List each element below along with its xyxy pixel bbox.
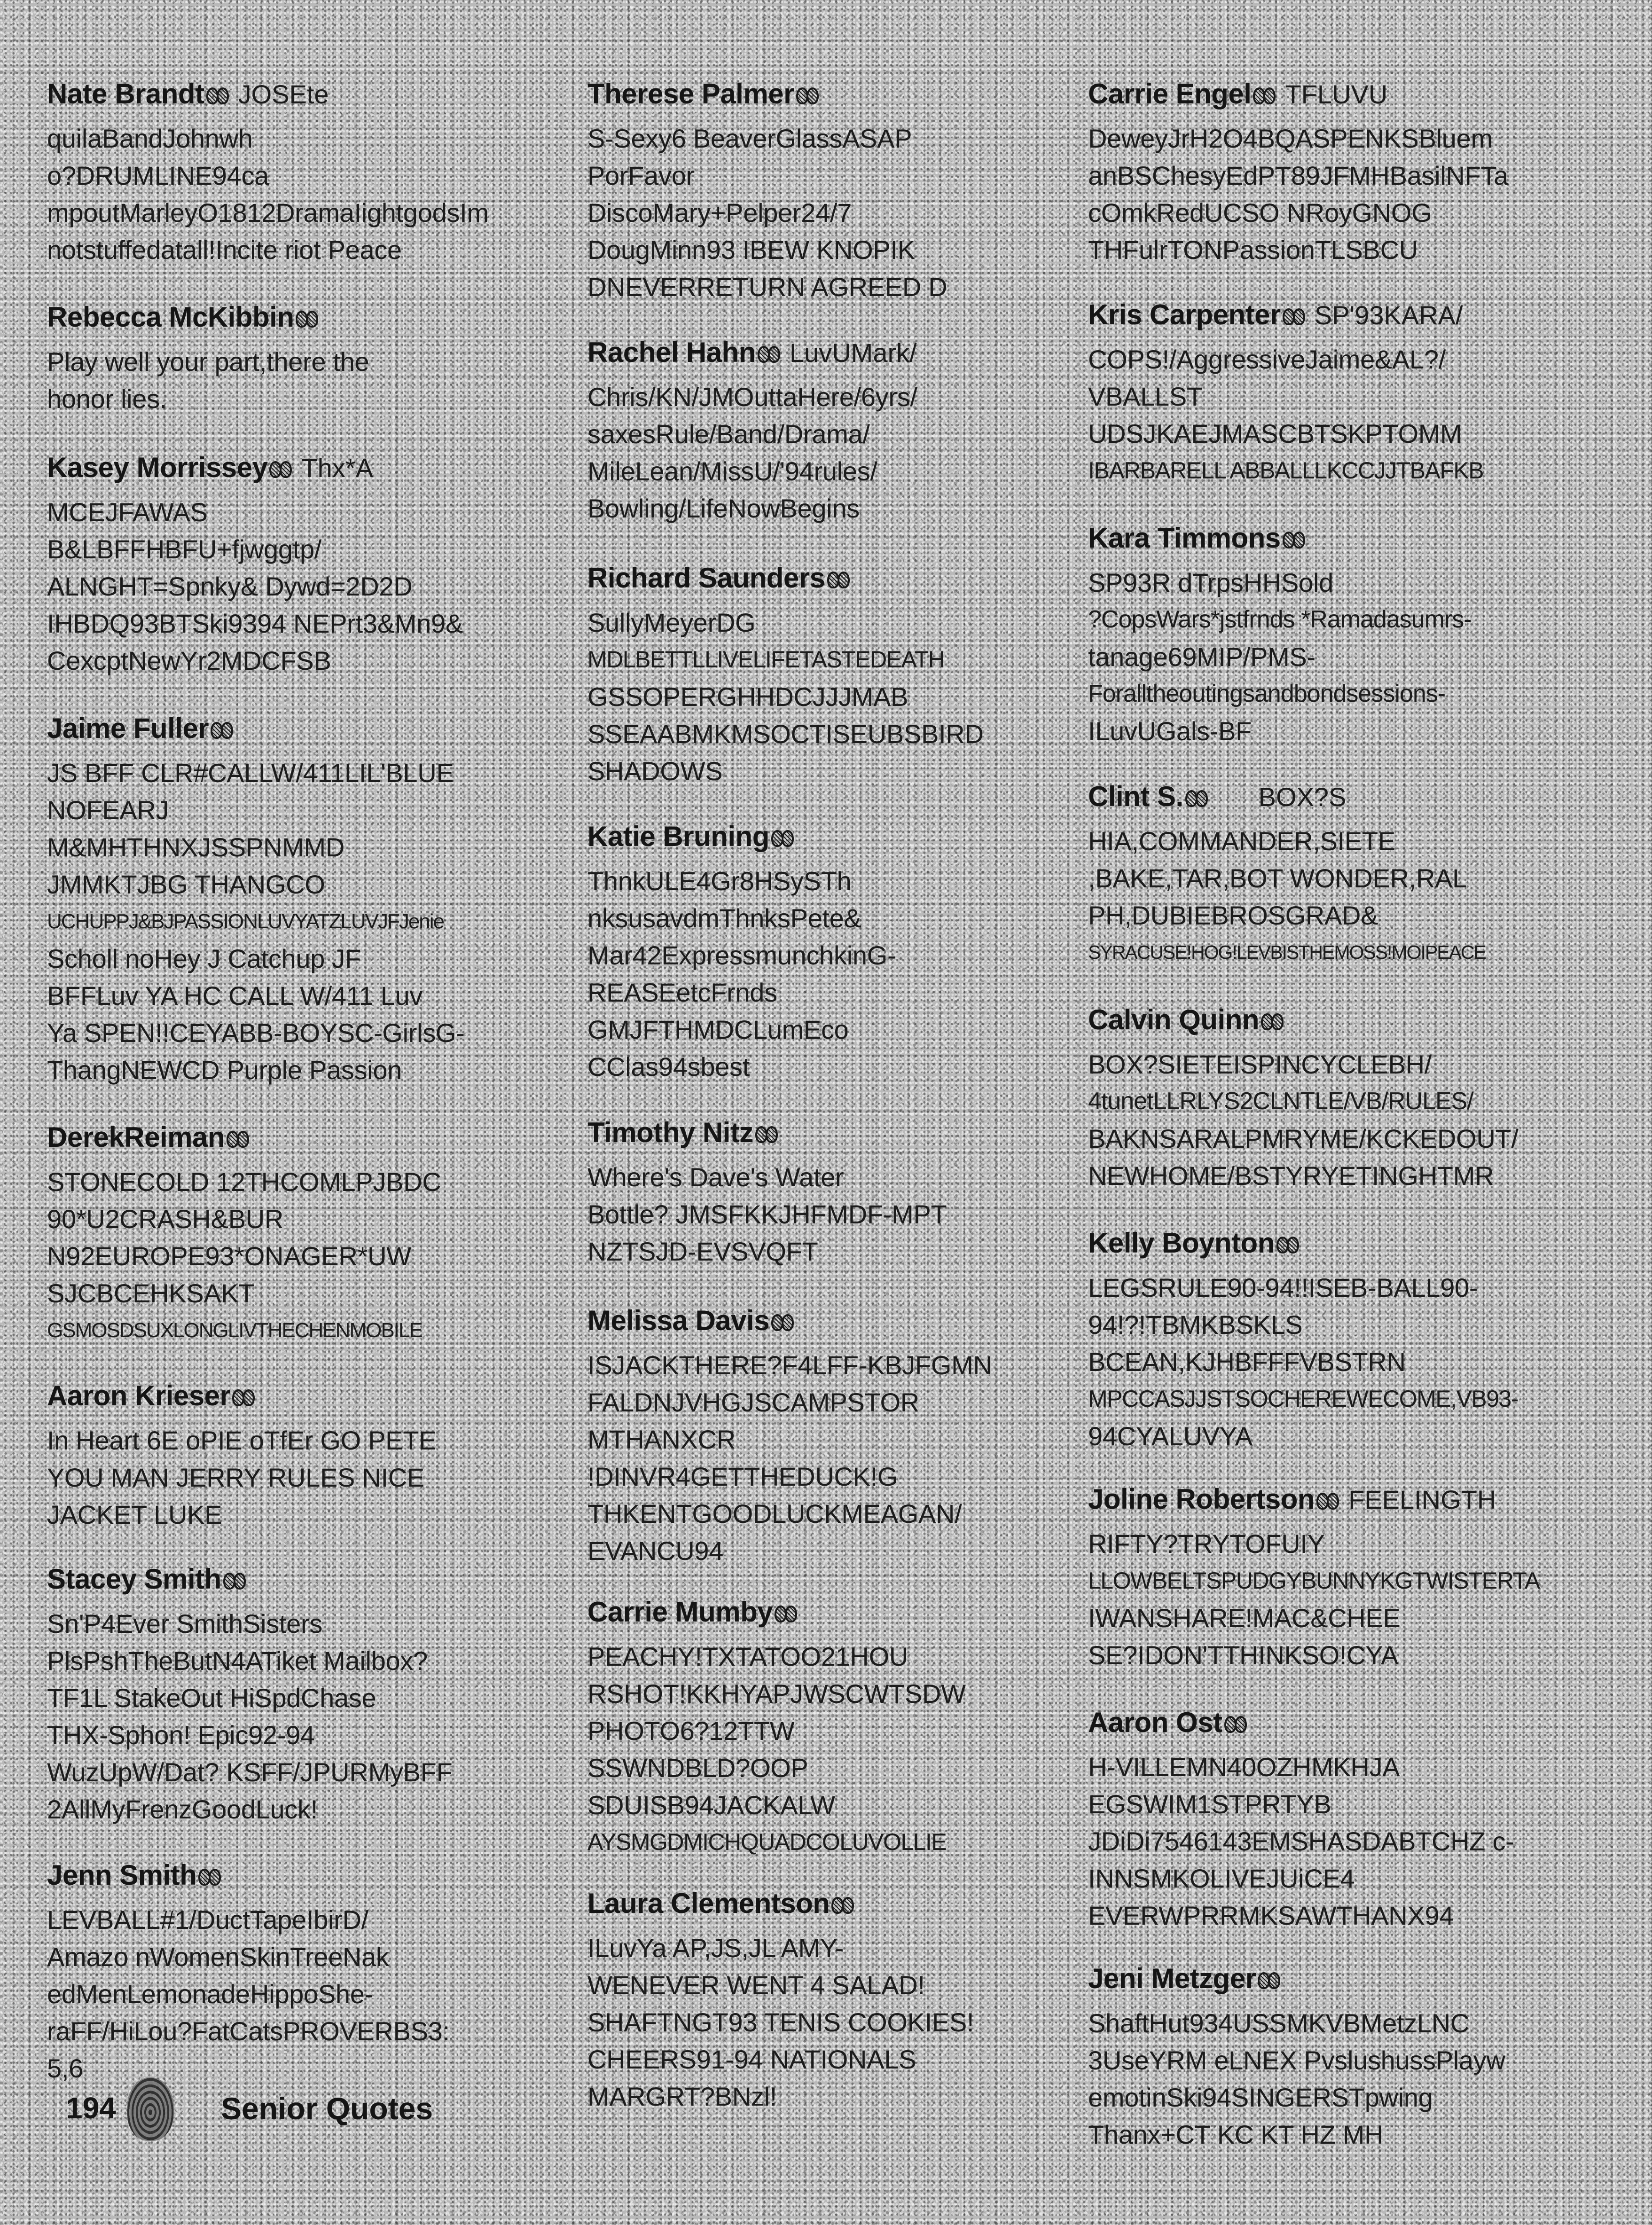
quote-line: VBALLST — [1088, 382, 1203, 411]
quote-line: saxesRule/Band/Drama/ — [587, 419, 870, 449]
quote-line: M&MHTHNXJSSPNMMD — [47, 832, 344, 862]
quote-line: PlsPshTheButN4ATiket Mailbox? — [47, 1646, 428, 1676]
quote-line: ILuvUGals-BF — [1088, 716, 1252, 746]
quote-line: JS BFF CLR#CALLW/411LIL'BLUE — [47, 758, 454, 788]
quote-line: Where's Dave's Water — [587, 1162, 844, 1192]
quote-line: emotinSki94SINGERSTpwing — [1088, 2083, 1433, 2112]
quote-line: REASEetcFrnds — [587, 978, 777, 1007]
quote-line: DougMinn93 IBEW KNOPIK — [587, 235, 915, 265]
double-thumbprint-icon — [831, 1894, 851, 1916]
double-thumbprint-icon — [1261, 1011, 1281, 1032]
quote-line: UCHUPPJ&BJPASSIONLUVYATZLUVJFJenie — [47, 910, 444, 933]
quote-line: o?DRUMLINE94ca — [47, 161, 269, 190]
quote-entry-jeni-metzger — [1088, 1960, 1652, 2153]
quote-line: ShaftHut934USSMKVBMetzLNC — [1088, 2008, 1470, 2038]
double-thumbprint-icon — [827, 569, 847, 590]
quote-line: Thanx+CT KC KT HZ MH — [1088, 2120, 1384, 2149]
quote-line: MPCCASJJSTSOCHEREWECOME,VB93- — [1088, 1386, 1518, 1412]
quote-line: NZTSJD-EVSVQFT — [587, 1237, 818, 1266]
quote-line: 2AllMyFrenzGoodLuck! — [47, 1794, 318, 1824]
quote-line: Scholl noHey J Catchup JF — [47, 944, 361, 973]
quote-line: PEACHY!TXTATOO21HOU — [587, 1642, 908, 1671]
student-name: Carrie Mumby — [587, 1596, 773, 1628]
quote-line: honor lies. — [47, 384, 167, 414]
quote-line: In Heart 6E oPIE oTfEr GO PETE — [47, 1426, 437, 1455]
double-thumbprint-icon — [775, 1603, 794, 1624]
quote-line: SullyMeyerDG — [587, 608, 756, 637]
quote-line: B&LBFFHBFU+fjwggtp/ — [47, 534, 322, 564]
quote-line: IHBDQ93BTSki9394 NEPrt3&Mn9& — [47, 609, 463, 638]
student-name: Nate Brandt — [47, 78, 204, 110]
quote-line: DiscoMary+Pelper24/7 — [587, 198, 852, 227]
quote-line: 3UseYRM eLNEX PvslushussPlayw — [1088, 2045, 1505, 2075]
quote-line: edMenLemonadeHippoShe- — [47, 1979, 373, 2009]
quote-entry-therese-palmer — [587, 75, 1076, 306]
double-thumbprint-icon — [211, 719, 230, 741]
quote-line: EGSWIM1STPRTYB — [1088, 1789, 1331, 1819]
quote-line: SHADOWS — [587, 756, 723, 786]
double-thumbprint-icon — [1283, 306, 1302, 327]
quote-entry-derek-reiman — [47, 1119, 559, 1349]
quote-line: LEVBALL#1/DuctTapeIbirD/ — [47, 1905, 368, 1935]
quote-line: PorFavor — [587, 161, 695, 190]
student-name: Stacey Smith — [47, 1563, 221, 1595]
quote-line: SYRACUSE!HOG!LEVBISTHEMOSS!MOIPEACE — [1088, 941, 1486, 963]
quote-line: EVERWPRRMKSAWTHANX94 — [1088, 1901, 1454, 1930]
quote-entry-aaron-krieser — [47, 1377, 559, 1533]
quote-entry-kasey-morrissey — [47, 449, 559, 679]
quote-line: GSSOPERGHHDCJJJMAB — [587, 682, 908, 712]
quote-line: THKENTGOODLUCKMEAGAN/ — [587, 1499, 962, 1528]
double-thumbprint-icon — [796, 85, 816, 106]
quote-line: JDiDi7546143EMSHASDABTCHZ c- — [1088, 1826, 1514, 1856]
quote-line: Bottle? JMSFKKJHFMDF-MPT — [587, 1199, 947, 1229]
student-name: Melissa Davis — [587, 1305, 770, 1336]
quote-line: SDUISB94JACKALW — [587, 1790, 835, 1820]
section-title: Senior Quotes — [221, 2091, 433, 2126]
quote-line: JMMKTJBG THANGCO — [47, 870, 325, 899]
quote-line: Chris/KN/JMOuttaHere/6yrs/ — [587, 382, 917, 412]
quote-line: IWANSHARE!MAC&CHEE — [1088, 1603, 1401, 1633]
quote-line: INNSMKOLIVEJUiCE4 — [1088, 1864, 1355, 1893]
quote-line: YOU MAN JERRY RULES NICE — [47, 1463, 424, 1492]
student-name: Carrie Engel — [1088, 78, 1252, 110]
quote-entry-clint-s — [1088, 778, 1652, 971]
student-name: Katie Bruning — [587, 821, 769, 852]
student-name: Aaron Ost — [1088, 1707, 1222, 1738]
quote-line: Ya SPEN!!CEYABB-BOYSC-GirlsG- — [47, 1018, 465, 1048]
quote-line: RIFTY?TRYTOFUIY — [1088, 1529, 1325, 1559]
quote-line: DNEVERRETURN AGREED D — [587, 272, 947, 302]
quote-entry-carrie-mumby — [587, 1593, 1076, 1861]
quote-line: HIA,COMMANDER,SIETE — [1088, 826, 1395, 856]
student-name: Kasey Morrissey — [47, 452, 268, 483]
double-thumbprint-icon — [1185, 787, 1205, 809]
student-name: Jaime Fuller — [47, 713, 209, 744]
quote-line: PHOTO6?12TTW — [587, 1716, 795, 1746]
student-name: Rebecca McKibbin — [47, 301, 294, 333]
quote-line: GSMOSDSUXLONGLIVTHECHENMOBILE — [47, 1319, 422, 1342]
student-name: Laura Clementson — [587, 1888, 830, 1919]
quote-first-text: Thx*A — [301, 453, 373, 483]
student-name: Joline Robertson — [1088, 1483, 1315, 1515]
quote-entry-kelly-boynton — [1088, 1224, 1652, 1455]
quote-line: FALDNJVHGJSCAMPSTOR — [587, 1387, 919, 1417]
student-name: DerekReiman — [47, 1121, 225, 1153]
double-thumbprint-icon — [232, 1387, 252, 1408]
double-thumbprint-icon — [1283, 529, 1302, 550]
double-thumbprint-icon — [296, 308, 315, 329]
quote-line: SE?IDON'TTHINKSO!CYA — [1088, 1640, 1399, 1670]
quote-line: PH,DUBIEBROSGRAD& — [1088, 901, 1378, 930]
quote-line: Sn'P4Ever SmithSisters — [47, 1609, 323, 1638]
quote-line: mpoutMarleyO1812DramaIightgodsIm — [47, 198, 489, 227]
quote-line: Amazo nWomenSkinTreeNak — [47, 1942, 389, 1972]
quote-line: ILuvYa AP,JS,JL AMY- — [587, 1933, 844, 1963]
quote-line: MTHANXCR — [587, 1425, 736, 1454]
quote-line: ALNGHT=Spnky& Dywd=2D2D — [47, 572, 413, 601]
quote-entry-aaron-ost — [1088, 1704, 1652, 1934]
student-name: Richard Saunders — [587, 562, 825, 594]
quote-line: nksusavdmThnksPete& — [587, 903, 861, 933]
quote-entry-joline-robertson — [1088, 1481, 1652, 1674]
quote-entry-richard-saunders — [587, 559, 1076, 790]
double-thumbprint-icon — [1224, 1713, 1244, 1735]
quote-line: Play well your part,there the — [47, 347, 369, 376]
quote-line: UDSJKAEJMASCBTSKPTOMM — [1088, 419, 1462, 448]
quote-entry-rachel-hahn — [587, 334, 1076, 527]
quote-line: 94CYALUVYA — [1088, 1421, 1253, 1451]
quote-line: THX-Sphon! Epic92-94 — [47, 1720, 315, 1750]
quote-line: TF1L StakeOut HiSpdChase — [47, 1683, 376, 1713]
quote-entry-melissa-davis — [587, 1302, 1076, 1569]
quote-line: Bowling/LifeNowBegins — [587, 494, 860, 523]
quote-line: SJCBCEHKSAKT — [47, 1278, 255, 1308]
quote-line: ISJACKTHERE?F4LFF-KBJFGMN — [587, 1350, 992, 1380]
quote-line: BAKNSARALPMRYME/KCKEDOUT/ — [1088, 1124, 1519, 1153]
double-thumbprint-icon — [227, 1128, 246, 1150]
quote-first-text: FEELINGTH — [1348, 1485, 1496, 1514]
quote-line: CHEERS91-94 NATIONALS — [587, 2045, 916, 2074]
student-name: Kris Carpenter — [1088, 299, 1281, 330]
quote-line: !DINVR4GETTHEDUCK!G — [587, 1462, 898, 1491]
quote-line: IBARBARELL ABBALLLKCCJJTBAFKB — [1088, 457, 1484, 484]
quote-line: 4tunetLLRLYS2CLNTLE/VB/RULES/ — [1088, 1088, 1473, 1115]
double-thumbprint-icon — [771, 827, 791, 849]
double-thumbprint-icon — [1316, 1490, 1336, 1512]
quote-line: DeweyJrH2O4BQASPENKSBluem — [1088, 124, 1493, 153]
quote-entry-jaime-fuller — [47, 710, 559, 1089]
quote-line: 5,6 — [47, 2053, 83, 2083]
thumbprint-icon — [127, 2077, 174, 2141]
quote-first-text: JOSEte — [238, 79, 329, 109]
quote-line: 90*U2CRASH&BUR — [47, 1204, 284, 1234]
quote-line: WENEVER WENT 4 SALAD! — [587, 1970, 925, 2000]
quote-line: 94!?!TBMKBSKLS — [1088, 1310, 1303, 1340]
quote-line: ,BAKE,TAR,BOT WONDER,RAL — [1088, 863, 1467, 893]
quote-line: BCEAN,KJHBFFFVBSTRN — [1088, 1347, 1406, 1377]
double-thumbprint-icon — [269, 458, 289, 480]
quote-entry-nate-brandt — [47, 75, 559, 268]
quote-line: WuzUpW/Dat? KSFF/JPURMyBFF — [47, 1757, 453, 1787]
quote-line: SHAFTNGT93 TENIS COOKIES! — [587, 2007, 974, 2037]
double-thumbprint-icon — [1258, 1969, 1277, 1991]
double-thumbprint-icon — [206, 85, 226, 106]
quote-line: AYSMGDMICHQUADCOLUVOLLIE — [587, 1829, 947, 1855]
student-name: Jeni Metzger — [1088, 1963, 1256, 1994]
student-name: Clint S. — [1088, 781, 1183, 812]
quote-line: BOX?SIETEISPINCYCLEBH/ — [1088, 1050, 1432, 1079]
quote-line: MDLBETTLLIVELIFETASTEDEATH — [587, 646, 945, 673]
quote-line: notstuffedatall!Incite riot Peace — [47, 235, 402, 265]
quote-entry-kara-timmons — [1088, 519, 1652, 750]
quote-line: Mar42ExpressmunchkinG- — [587, 940, 896, 970]
double-thumbprint-icon — [198, 1866, 218, 1888]
quote-line: JACKET LUKE — [47, 1500, 222, 1529]
quote-line: NOFEARJ — [47, 795, 169, 825]
quote-line: GMJFTHMDCLumEco — [587, 1015, 849, 1044]
quote-line: ThnkULE4Gr8HSySTh — [587, 866, 852, 896]
quote-line: N92EUROPE93*ONAGER*UW — [47, 1241, 411, 1271]
quote-line: quilaBandJohnwh — [47, 124, 253, 153]
quote-first-text: LuvUMark/ — [789, 338, 917, 368]
quote-entry-stacey-smith — [47, 1560, 559, 1828]
student-name: Therese Palmer — [587, 78, 794, 110]
quote-first-text: SP'93KARA/ — [1314, 300, 1463, 330]
quote-entry-timothy-nitz — [587, 1114, 1076, 1270]
quote-line: MARGRT?BNzl! — [587, 2082, 777, 2111]
quote-line: CClas94sbest — [587, 1052, 750, 1081]
quote-line: H-VILLEMN40OZHMKHJA — [1088, 1752, 1400, 1782]
quote-first-text: BOX?S — [1258, 782, 1347, 812]
student-name: Kara Timmons — [1088, 522, 1281, 554]
quote-line: tanage69MIP/PMS- — [1088, 642, 1315, 672]
quote-entry-jenn-smith — [47, 1857, 559, 2087]
student-name: Jenn Smith — [47, 1859, 197, 1891]
quote-line: raFF/HiLou?FatCatsPROVERBS3: — [47, 2016, 450, 2046]
quote-line: cOmkRedUCSO NRoyGNOG — [1088, 198, 1432, 227]
student-name: Rachel Hahn — [587, 337, 756, 368]
double-thumbprint-icon — [755, 1123, 775, 1145]
student-name: Timothy Nitz — [587, 1117, 753, 1148]
quote-line: BFFLuv YA HC CALL W/411 Luv — [47, 981, 423, 1011]
quote-line: LLOWBELTSPUDGYBUNNYKGTWISTERTA — [1088, 1567, 1540, 1594]
quote-line: SP93R dTrpsHHSold — [1088, 568, 1333, 597]
student-name: Aaron Krieser — [47, 1380, 231, 1411]
quote-line: NEWHOME/BSTYRYETINGHTMR — [1088, 1161, 1494, 1191]
quote-line: THFulrTONPassionTLSBCU — [1088, 235, 1418, 265]
quote-line: ThangNEWCD Purple Passion — [47, 1055, 402, 1085]
double-thumbprint-icon — [1276, 1234, 1296, 1255]
student-name: Calvin Quinn — [1088, 1004, 1260, 1035]
quote-line: MileLean/MissU/'94rules/ — [587, 456, 877, 486]
student-name: Kelly Boynton — [1088, 1227, 1275, 1259]
quote-line: COPS!/AggressiveJaime&AL?/ — [1088, 345, 1446, 374]
quote-line: S-Sexy6 BeaverGlassASAP — [587, 124, 912, 153]
double-thumbprint-icon — [1253, 85, 1273, 106]
quote-entry-laura-clementson — [587, 1885, 1076, 2115]
quote-line: LEGSRULE90-94!!ISEB-BALL90- — [1088, 1273, 1478, 1302]
quote-line: STONECOLD 12THCOMLPJBDC — [47, 1167, 441, 1197]
quote-line: MCEJFAWAS — [47, 497, 208, 527]
quote-line: EVANCU94 — [587, 1536, 724, 1566]
quote-entry-carrie-engel — [1088, 75, 1652, 268]
quote-line: Foralltheoutingsandbondsessions- — [1088, 680, 1446, 707]
quote-entry-calvin-quinn — [1088, 1001, 1652, 1194]
page-number: 194 — [66, 2091, 116, 2125]
quote-line: anBSChesyEdPT89JFMHBasilNFTa — [1088, 161, 1509, 190]
quote-first-text: TFLUVU — [1285, 79, 1388, 109]
quote-entry-rebecca-mckibbin — [47, 298, 559, 417]
quote-entry-kris-carpenter — [1088, 296, 1652, 489]
double-thumbprint-icon — [223, 1570, 243, 1591]
double-thumbprint-icon — [771, 1311, 791, 1333]
double-thumbprint-icon — [758, 343, 777, 365]
quote-line: SSEAABMKMSOCTISEUBSBIRD — [587, 719, 984, 749]
quote-line: RSHOT!KKHYAPJWSCWTSDW — [587, 1679, 966, 1708]
quote-line: ?CopsWars*jstfrnds *Ramadasumrs- — [1088, 606, 1472, 633]
quote-line: CexcptNewYr2MDCFSB — [47, 646, 331, 675]
quote-line: SSWNDBLD?OOP — [587, 1753, 808, 1783]
quote-entry-katie-bruning — [587, 818, 1076, 1085]
